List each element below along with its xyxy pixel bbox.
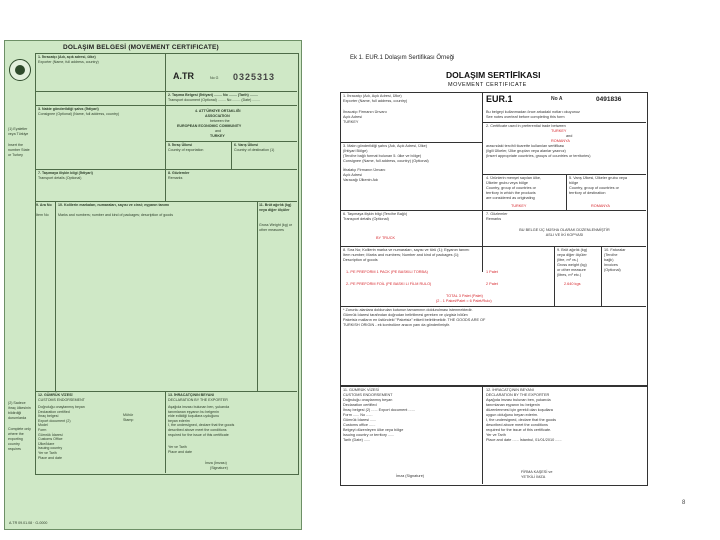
r-box8-line: Description of goods	[343, 258, 378, 262]
eur1-title: DOLAŞIM SERTİFİKASI	[446, 70, 541, 80]
box12-label-en: CUSTOMS ENDORSEMENT	[38, 398, 85, 402]
box4-label: 4. ATT'ÜRKİYE ORTAKLIĞI	[195, 109, 241, 113]
r-box2-lines	[486, 144, 643, 159]
box7-label-en: Transport details (Optional)	[38, 176, 82, 180]
eur1-label: EUR.1	[486, 94, 513, 104]
box12-line: Form	[38, 427, 47, 432]
r-box7-red-line: ASLI VE İKİ KOPYASI	[545, 233, 584, 237]
r-box11-line: Form ...... No ......	[343, 413, 373, 417]
r-box11-line: Tarih (Date) ......	[343, 438, 371, 442]
r-note-line: TURKISH ORIGIN - ek kontrolüne aracın yanı da gönderilmiştir.	[343, 323, 450, 327]
box11-label: 11. Brüt ağırlık (kg) veya diğer ölçüler	[259, 203, 292, 212]
box13-label: 13. İHRACATÇININ BEYANI	[168, 393, 214, 397]
r-box5-red: ROMANYA	[591, 204, 610, 208]
margin-note-1-en: Insert the number State or Turkey	[8, 143, 30, 157]
r-box3	[343, 144, 479, 164]
r-box3-line: (İhtiyari Bölge)	[343, 149, 368, 153]
box6-label: 6. Varış Ülkesi	[234, 143, 259, 147]
r-notes	[343, 308, 643, 328]
r-box7-red-line: BU BELGE ÜÇ NÜSHA OLARAK DÜZENLENMİŞTİR	[519, 228, 610, 232]
r-box12	[486, 388, 643, 443]
box12-line: Place and date	[38, 455, 62, 460]
atr-movement-certificate	[4, 40, 302, 530]
r-box9-line: (litre, m³ vs.)	[557, 258, 579, 262]
box13-line: required for the issue of this certificate	[168, 432, 229, 437]
eur1-no-label: No A	[551, 96, 563, 102]
slide-header: Ek 1. EUR.1 Dolaşım Sertifikası Örneği	[350, 55, 455, 61]
box13-line: elde edildiği koşullara uyduğunu	[168, 414, 220, 419]
r-box12-line: tanımlanan eşyanın bu belgenin	[486, 403, 540, 407]
box12-line: Doğruluğu onaylanmış beyan	[38, 405, 85, 409]
r-box6	[343, 212, 479, 222]
r-box7-red	[486, 228, 643, 238]
r-box2-red2: ROMANYA	[551, 139, 570, 143]
r-box3-red-line: Açık Adresi	[343, 173, 362, 177]
eur1-subtitle: MOVEMENT CERTIFICATE	[448, 82, 527, 88]
r-box3-line: Consignee (Name, full address, country) (Optional)	[343, 159, 429, 163]
box13-label-en: DECLARATION BY THE EXPORTER	[168, 398, 228, 402]
signature-label-en: (Signature)	[210, 466, 228, 470]
r-box12-red-line: YETKİLİ İMZA	[521, 475, 546, 479]
r-box4	[486, 176, 566, 201]
r-box12-line: düzenlenmesi için gerekli olan koşullara	[486, 408, 553, 412]
box3-label: 3. Nakte gönderildiği şahıs (İhtiyari)	[38, 107, 99, 111]
box12-line: İhraç belgesi	[38, 414, 59, 419]
r-box1-line: Exporter (Name, full address, country)	[343, 99, 408, 103]
r-box8-red1: 1- PE PREFORM 1 PACK (PE BASKILI TORBA)	[346, 270, 428, 274]
box12-line: Export document (2)	[38, 418, 71, 423]
box12-line: Gümrük İdaresi	[38, 432, 63, 437]
box8-label: 8. Gözlemler	[168, 171, 190, 175]
atr-no-label: No G	[210, 76, 219, 80]
r-box12-line: DECLARATION BY THE EXPORTER	[486, 393, 550, 397]
r-box12-line: required for the issue of this certificate.	[486, 428, 552, 432]
box11-label-en: Gross Weight (kg) or other measures	[259, 223, 293, 232]
box12-line: Issuing country	[38, 446, 63, 451]
r-box12-red-line: FİRMA KAŞESİ ve	[521, 470, 553, 474]
box13-line: described above meet the conditions	[168, 427, 227, 432]
r-box3-line: 3. Malın gönderildiği şahıs (Adı, Açık Adresi, Ülke)	[343, 144, 427, 148]
r-box4-line: 4. Ürünlerin menşei sayılan ülke,	[486, 176, 542, 180]
r-box2-label: 2. Certificate used in preferential trade between	[486, 124, 566, 128]
box1-label: 1. İhracatçı (Adı, açık adresi, ülke)	[38, 55, 96, 59]
r-box11-line: Issuing country or territory ......	[343, 433, 395, 437]
box12-label: 12. GÜMRÜK VİZESİ	[38, 393, 73, 397]
emblem-icon	[9, 59, 31, 81]
r-box6-line: 6. Taşımaya ilişkin bilgi (Tercihe Bağlı)	[343, 212, 408, 216]
r-box4-line: Ülkeler grubu veya bölge	[486, 181, 529, 185]
eur1-serial: 0491836	[596, 96, 622, 103]
r-box12-line: Yer ve Tarih	[486, 433, 506, 437]
box12-line: Customs Office	[38, 437, 63, 442]
box8-label-en: Remarks	[168, 176, 183, 180]
box4-label-en: ASSOCIATION	[205, 114, 230, 118]
r-box12-line: I, the undersigned, declare that the goods	[486, 418, 557, 422]
r-box4-line: Country, group of countries or	[486, 186, 536, 190]
r-note-line: Gümrük İdaresi tarafından doğrudan belirtilmesi gereken ve çizgisiz bölüm	[343, 313, 468, 317]
r-box5	[569, 176, 645, 196]
r-box8-line: 8. Sıra No; Kolilerin marka ve numaraları, sayısı ve türü (1); Eşyanın tanımı	[343, 248, 470, 252]
r-box9-line: 9. Brüt ağırlık (kg)	[557, 248, 588, 252]
r-note-line: * Zorunlu alanlara doldurulan kutunun tamamının doldurulması istenmektedir.	[343, 308, 473, 312]
box6-label-en: Country of destination (1)	[234, 148, 275, 152]
r-box3-line: (Tercihe bağlı format bulunan 5. ülke ve bölge)	[343, 154, 422, 158]
box3-label-en: Consignee (Optional) (Name, full address, country)	[38, 112, 120, 116]
box13-line: I, the undersigned, declare that the goods	[168, 423, 235, 428]
box10-label-en: Marks and numbers; number and kind of packages; description of goods	[58, 213, 174, 217]
r-box12-line: Place and date ...... İstanbul, 01/01/2010 ......	[486, 438, 562, 442]
margin-note-1: (1) Eyaletler veya Türkiye	[8, 127, 29, 136]
r-box11-line: Declaration certified	[343, 403, 377, 407]
r-box2-line: (ilgili Ülkeler, Ülke grupları veya alanlar yazınız)	[486, 149, 566, 153]
r-mid-label-en: See notes overleaf before completing this form	[486, 115, 565, 119]
box4-between: between the	[210, 119, 230, 123]
r-box12-line: described above meet the conditions	[486, 423, 548, 427]
r-box9-line: or other measure	[557, 268, 586, 272]
r-box1-red-line: İhracatçı Firmanın Ünvanı	[343, 110, 387, 114]
box4-eec: EUROPEAN ECONOMIC COMMUNITY	[177, 124, 242, 128]
r-box11-line: Customs office ......	[343, 423, 376, 427]
r-box1	[343, 94, 479, 104]
r-box8	[343, 248, 553, 263]
r-box10-line: 10. Faturalar	[604, 248, 626, 252]
box10-label: 10. Kolilerin markaları, numaraları, sayısı ve cinsi; eşyanın tanımı	[58, 203, 170, 207]
r-box12-red	[521, 470, 621, 480]
r-box8-total: TOTAL 3 Palet (Palet)	[446, 294, 483, 298]
box9-label: 9. Ara No	[36, 203, 52, 207]
r-note-line: Paketsiz malların en üstündeki "Paketsiz" etiketi belirtilmelidir. THE GOODS ARE OF	[343, 318, 486, 322]
stamp-label: Mühür	[123, 413, 134, 417]
r-box7-line: 7. Gözlemler	[486, 212, 508, 216]
atr-serial: 0325313	[233, 72, 276, 82]
r-box8-red1-qty: 1 Palet	[486, 270, 498, 274]
r-box4-line: territory in which the products	[486, 191, 536, 195]
r-box1-line: 1. İhracatçı (Adı, Açık Adresi, Ülke)	[343, 94, 402, 98]
r-box11-line: Doğruluğu onaylanmış beyan	[343, 398, 393, 402]
r-box1-red	[343, 110, 479, 125]
box13-line: beyan ederim	[168, 418, 190, 423]
r-box11	[343, 388, 479, 443]
place-date-en: Place and date	[168, 450, 192, 454]
box9-label-en: Item No	[36, 213, 49, 217]
r-box4-line: are considered as originating	[486, 196, 535, 200]
r-box10-line: (Tercihe	[604, 253, 618, 257]
r-box5-line: 5. Varış Ülkesi, Ülkeler grubu veya	[569, 176, 627, 180]
r-box12-line: uygun olduğunu beyan ederim.	[486, 413, 539, 417]
r-box3-red-line: İthalatçı Firmanın Ünvanı	[343, 168, 386, 172]
margin-note-2: (2) Sadece ihraç ülkesinin bildirdiği durumlarda	[8, 401, 31, 420]
r-box9-line: (litres, m³ etc.)	[557, 273, 582, 277]
place-date: Yer ve Tarih	[168, 445, 187, 449]
r-box8-line: Item number; Marks and numbers; Number and kind of packages (1);	[343, 253, 460, 257]
r-box2-line: (Insert appropriate countries, groups of countries or territories)	[486, 154, 591, 158]
eur1-movement-certificate	[336, 70, 656, 490]
box12-line: Declaration certified	[38, 409, 70, 414]
box7-label: 7. Taşımaya ilişkin bilgi (İhtiyari)	[38, 171, 93, 175]
box4-turkey: TURKEY	[210, 134, 225, 138]
r-box5-line: territory of destination	[569, 191, 606, 195]
box12-line: Model	[38, 423, 48, 428]
signature-label: İmza (İmzası)	[205, 461, 227, 465]
box4-and: and	[215, 129, 221, 133]
box5-label: 5. İhraç Ülkesi	[168, 143, 193, 147]
r-box11-line: Belgeyi düzenleyen ülke veya bölge	[343, 428, 404, 432]
r-box6-line: Transport details (Optional)	[343, 217, 389, 221]
r-box8-red2: 2- PE PREFORM FOİL (PE BASKI LI FİLM RULO)	[346, 282, 432, 286]
box12-line: Yer ve Tarih	[38, 450, 57, 455]
r-box11-line: CUSTOMS ENDORSEMENT	[343, 393, 393, 397]
r-box8-total2: (2 - 1 Paket/Palet = 6 Palet/Rulo)	[436, 299, 492, 303]
r-box10-line: Invoices	[604, 263, 618, 267]
r-box11-line: Gümrük İdaresi ......	[343, 418, 377, 422]
r-box3-red	[343, 168, 479, 183]
r-box11-sign: İmza (Signature)	[396, 474, 425, 478]
box2-label-en: Transport document (Optional) ........ No ........ (Date) ........	[168, 98, 261, 102]
stamp-label-en: Stamp	[123, 418, 134, 422]
r-box2-red: TURKEY	[551, 129, 567, 133]
r-box2-line: arasındaki tercihli ticarette kullanılan sertifikası	[486, 144, 565, 148]
r-box9-red: 2.640 kgs	[564, 282, 581, 286]
r-box7	[486, 212, 643, 222]
r-box12-line: 12. İHRACATÇININ BEYANI	[486, 388, 534, 392]
r-box9-line: Gross weight (kg)	[557, 263, 587, 267]
r-box1-red-line: TURKEY	[343, 120, 359, 124]
box1-label-en: Exporter (Name, full address, country)	[38, 60, 99, 64]
r-box6-red: BY TRUCK	[376, 236, 396, 240]
r-box4-red: TURKEY	[511, 204, 527, 208]
slide-number: 8	[682, 500, 686, 506]
form-footer-code: A.TR 09.01.08 · G-0000	[9, 521, 48, 525]
r-box7-line: Remarks	[486, 217, 502, 221]
box2-label: 2. Taşıma Belgesi (İhtiyari) ........ No ........ (Tarih) ........	[168, 93, 258, 97]
atr-title: A.TR	[173, 71, 194, 81]
r-box3-red-line: Varacağı Ülkenin Adı	[343, 178, 379, 182]
r-box12-line: Aşağıda imzası bulunan ben, yukarıda	[486, 398, 551, 402]
r-box10	[604, 248, 644, 273]
r-box5-line: Country, group of countries or	[569, 186, 619, 190]
r-box11-line: İhraç belgesi (2) ...... Export document ......	[343, 408, 415, 412]
left-form-title: DOLAŞIM BELGESİ (MOVEMENT CERTIFICATE)	[63, 44, 219, 51]
r-box10-line: (Optional)	[604, 268, 621, 272]
r-box5-line: bölge	[569, 181, 579, 185]
margin-note-2-en: Complete only where the exporting country requires	[8, 427, 31, 451]
box12-line: Ülke/İdare	[38, 441, 55, 446]
r-mid-label: Bu belgeyi kullanmadan önce arkadaki notları okuyunuz	[486, 110, 580, 114]
box13-line: tanımlanan eşyanın bu belgenin	[168, 409, 219, 414]
box13-lines	[168, 405, 293, 437]
r-box9-line: veya diğer ölçüler	[557, 253, 587, 257]
r-box10-line: bağlı)	[604, 258, 614, 262]
box5-label-en: Country of exportation	[168, 148, 204, 152]
r-box11-line: 11. GÜMRÜK VİZESİ	[343, 388, 380, 392]
box13-line: Aşağıda imzası bulunan ben, yukarıda	[168, 405, 230, 409]
r-box1-red-line: Açık Adresi	[343, 115, 362, 119]
box12-lines	[38, 405, 118, 460]
r-box8-red2-qty: 2 Palet	[486, 282, 498, 286]
r-box2-and: and	[566, 134, 573, 138]
r-box9	[557, 248, 601, 278]
